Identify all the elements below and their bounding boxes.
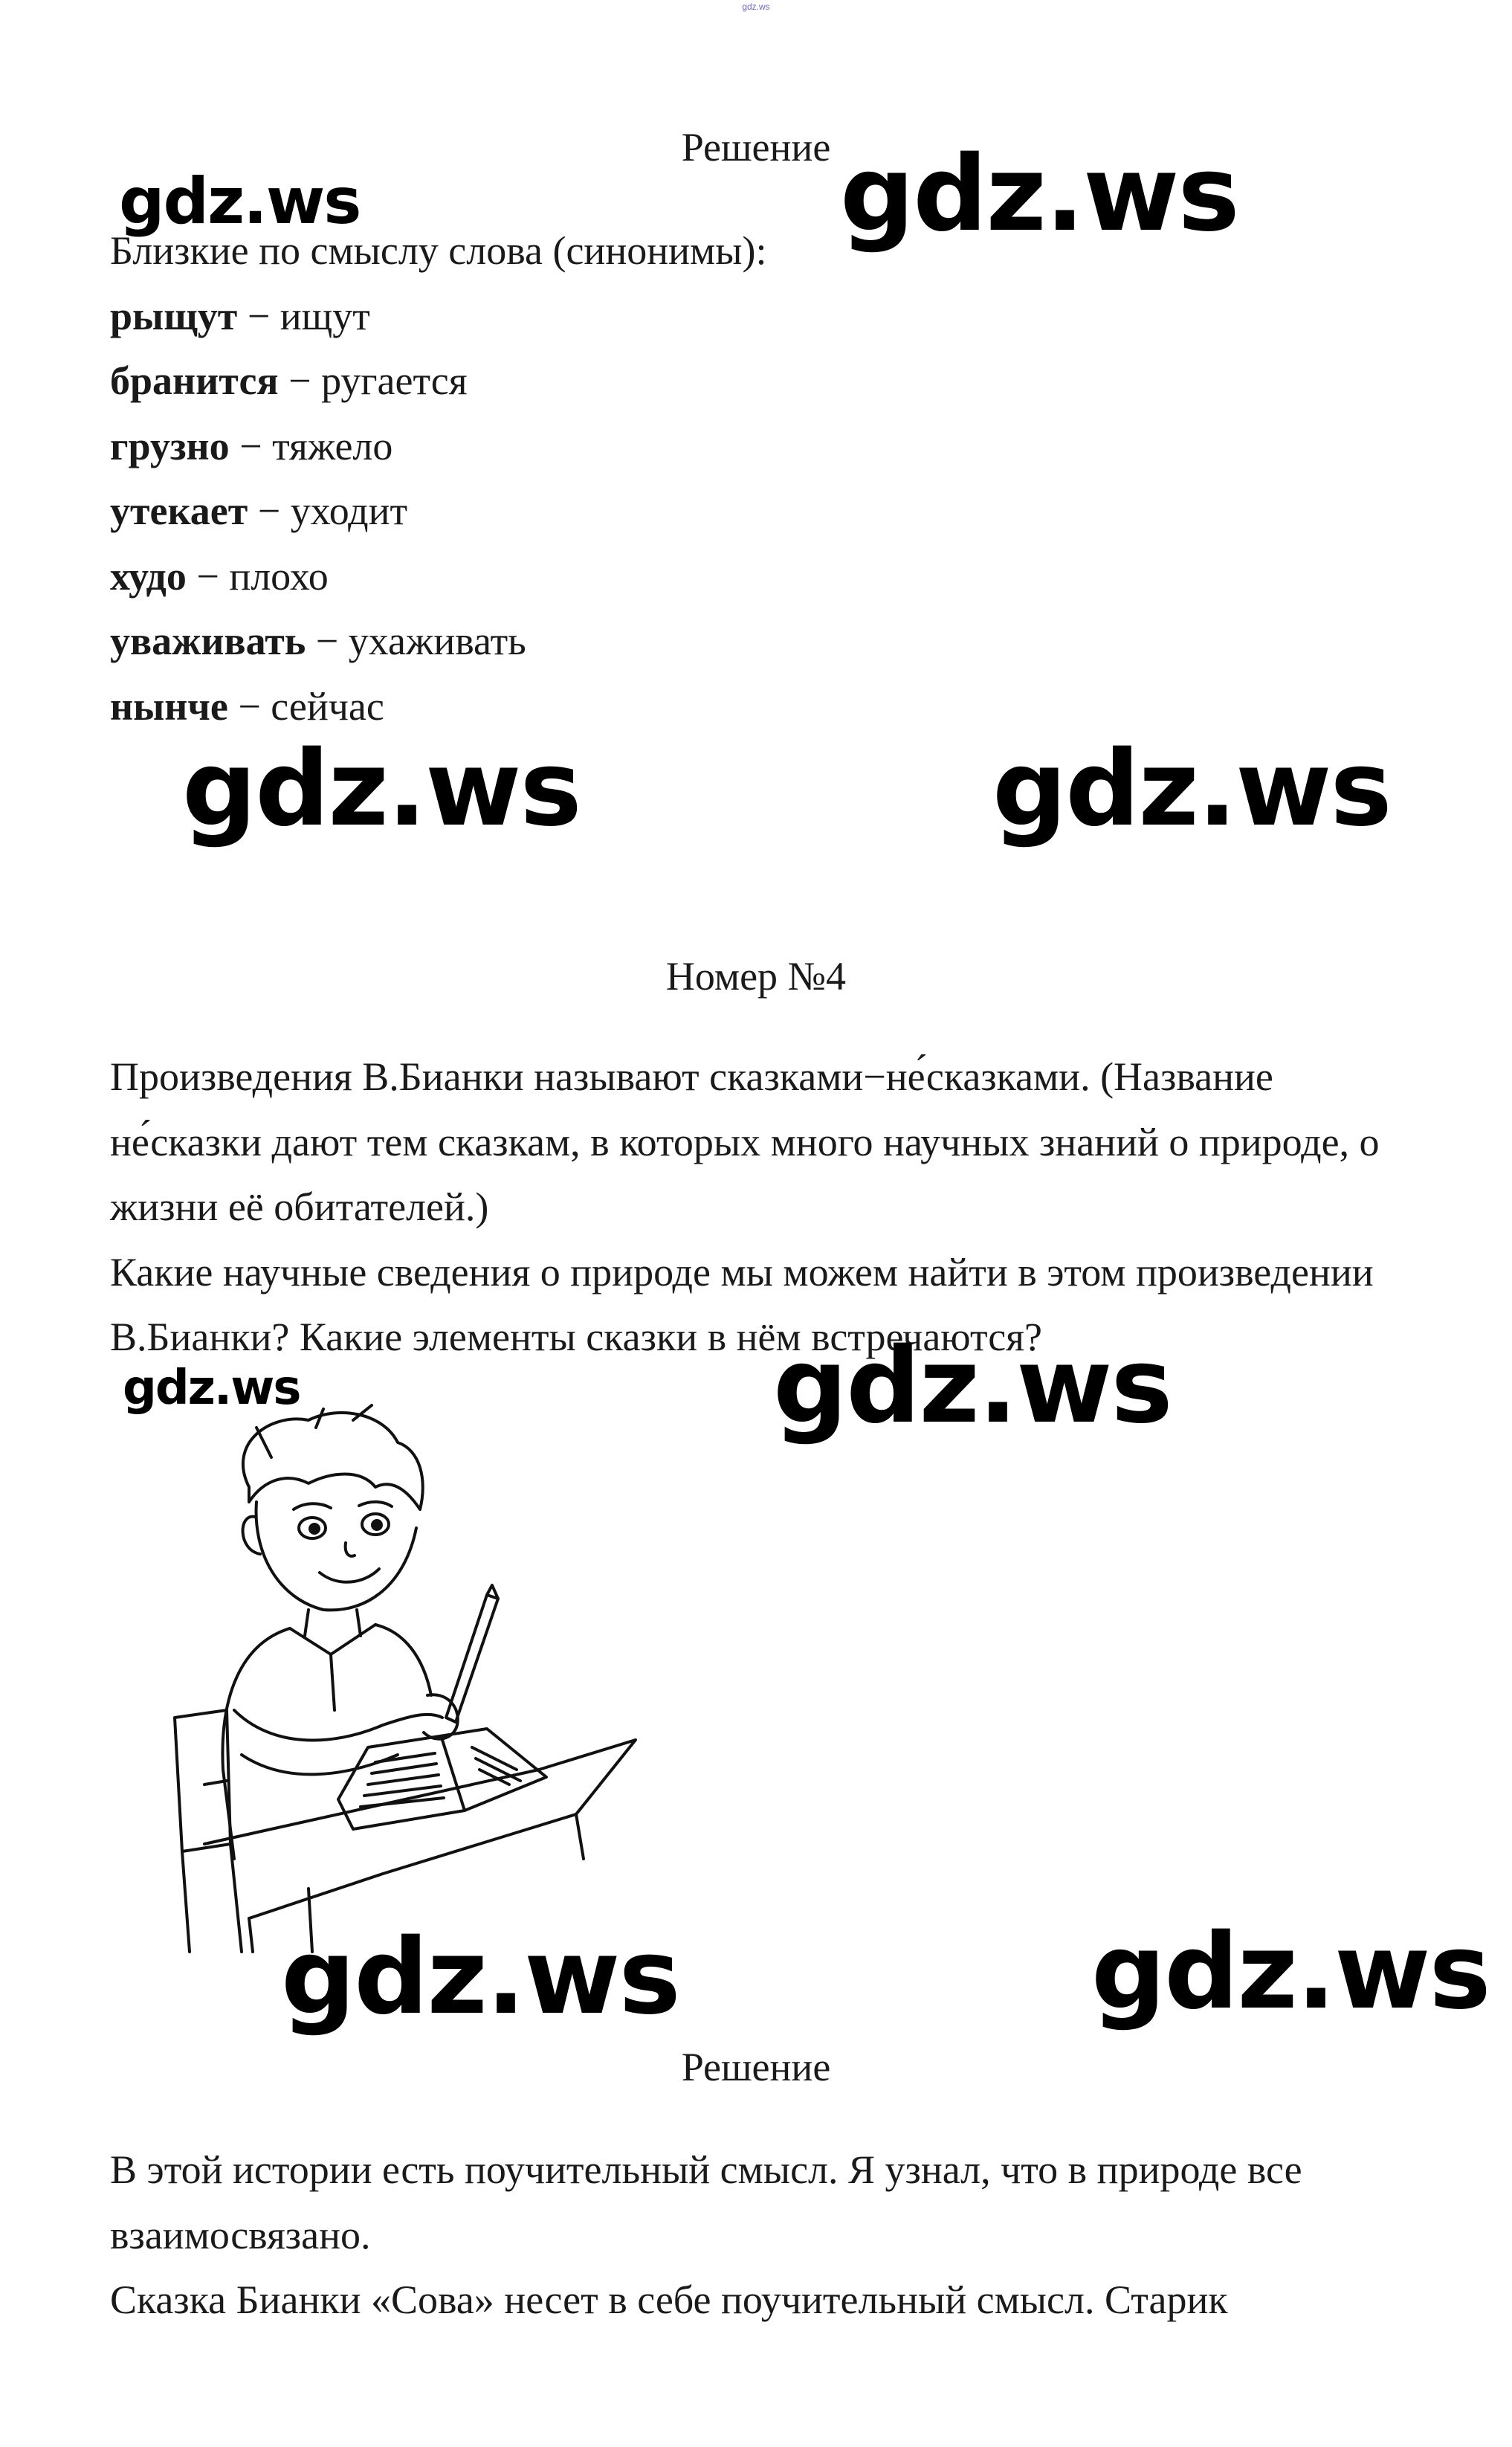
synonym-term: уваживать <box>110 619 306 663</box>
task-number-heading: Номер №4 <box>665 954 847 999</box>
synonym-meaning: ухаживать <box>348 619 526 663</box>
synonym-separator: − <box>186 553 230 599</box>
watermark: gdz.ws <box>1091 1912 1490 2033</box>
synonym-row <box>110 349 1433 414</box>
synonym-meaning: уходит <box>290 489 408 533</box>
watermark: gdz.ws <box>840 134 1238 255</box>
synonym-separator: − <box>237 293 280 338</box>
watermark: gdz.ws <box>119 164 361 239</box>
watermark: gdz.ws <box>123 1361 300 1416</box>
task-question: Какие научные сведения о природе мы можем найти в этом произведении В.Бианки? Какие элементы сказки в нём встречаются? <box>110 1249 1374 1359</box>
synonym-term: грузно <box>110 423 230 468</box>
synonym-meaning: тяжело <box>272 423 393 468</box>
synonyms-block <box>110 219 1433 739</box>
synonym-separator: − <box>248 489 291 533</box>
synonym-separator: − <box>306 619 349 663</box>
synonym-term: худо <box>110 553 187 599</box>
synonym-meaning: плохо <box>229 553 329 599</box>
solution-paragraph: Сказка Бианки «Сова» несет в себе поучительный смысл. Старик <box>110 2277 1228 2322</box>
boy-writing-at-desk-illustration <box>160 1398 695 1963</box>
top-watermark: gdz.ws <box>742 1 770 12</box>
synonym-separator: − <box>278 358 322 403</box>
synonym-row <box>110 284 1433 349</box>
watermark: gdz.ws <box>182 729 581 850</box>
synonym-term: бранится <box>110 358 279 403</box>
solution-text <box>110 2138 1433 2333</box>
task-text <box>110 1045 1433 1370</box>
synonyms-intro: Близкие по смыслу слова (синонимы): <box>110 228 767 273</box>
watermark: gdz.ws <box>281 1917 679 2038</box>
synonym-row <box>110 544 1433 610</box>
synonym-term: утекает <box>110 489 248 533</box>
solution-heading: Решение <box>681 125 831 170</box>
synonym-row <box>110 414 1433 480</box>
synonym-meaning: ищут <box>280 293 370 338</box>
synonym-separator: − <box>229 423 273 468</box>
synonym-separator: − <box>227 683 271 729</box>
synonym-row <box>110 479 1433 544</box>
synonym-term: рыщут <box>110 293 238 338</box>
solution-paragraph: В этой истории есть поучительный смысл. Я узнал, что в природе все взаимосвязано. <box>110 2147 1302 2257</box>
solution-heading-2: Решение <box>681 2045 831 2089</box>
synonym-meaning: ругается <box>321 358 468 403</box>
watermark: gdz.ws <box>773 1326 1172 1447</box>
synonym-term: нынче <box>110 683 228 729</box>
synonym-meaning: сейчас <box>271 683 384 729</box>
synonym-row <box>110 609 1433 674</box>
task-paragraph: Произведения В.Бианки называют сказками−не́сказками. (Название не́сказки дают тем сказкам, в которых много научных знаний о природе, о жизни её обитателей.) <box>110 1054 1380 1229</box>
watermark: gdz.ws <box>992 729 1391 850</box>
